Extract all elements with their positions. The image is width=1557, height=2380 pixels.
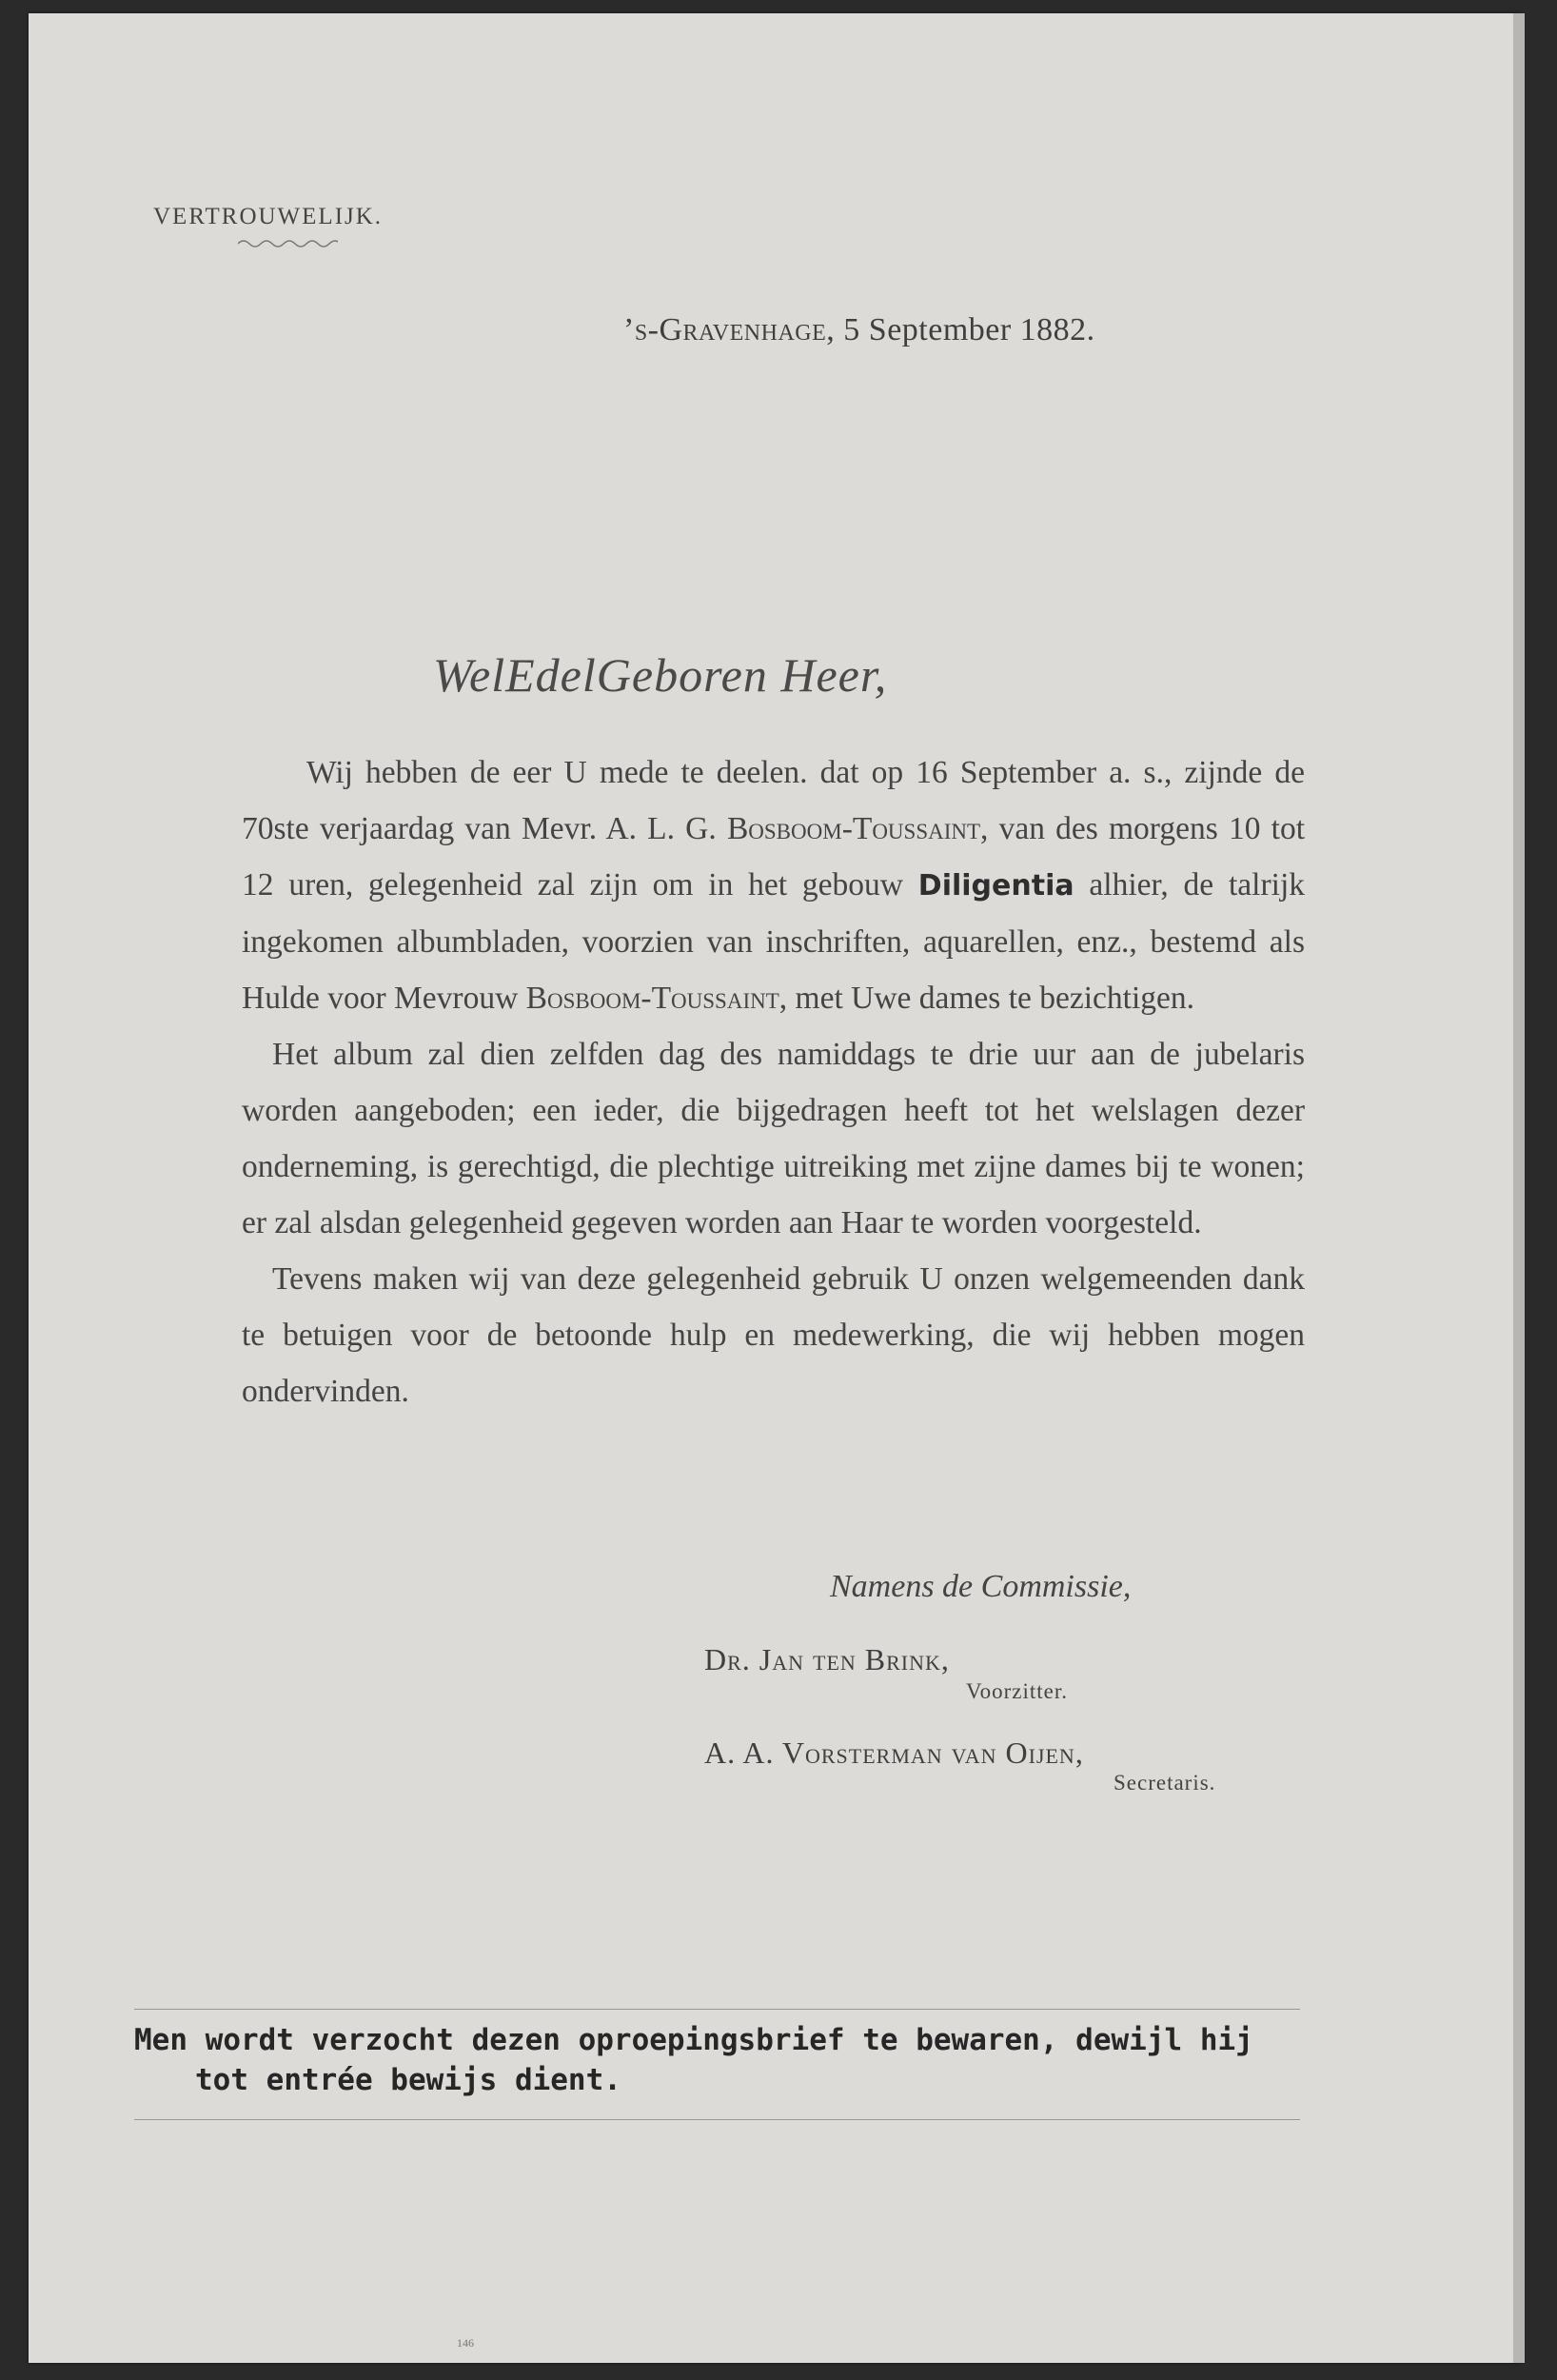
- p1-text-a: Wij hebben de eer U mede te deelen. dat op 16 September a. s., zijnde de 70ste verjaardag van Mevr. A. L. G.: [242, 755, 1305, 846]
- letter-body: [242, 744, 1305, 1419]
- notice-top-rule: [134, 2009, 1300, 2010]
- place-name: ’s-Gravenhage: [623, 312, 827, 347]
- wavy-underline: [238, 236, 338, 248]
- notice-bottom-rule: [134, 2119, 1300, 2120]
- paragraph-3: Tevens maken wij van deze gelegenheid gebruik U onzen welgemeenden dank te betuigen voor de betoonde hulp en medewerking, die wij hebben mogen ondervinden.: [242, 1261, 1305, 1409]
- archive-mark: 146: [457, 2336, 474, 2350]
- honoree-name: Bosboom-Toussaint: [726, 811, 981, 846]
- letter-date: , 5 September 1882.: [826, 312, 1095, 347]
- page-edge: [1513, 13, 1525, 2363]
- closing-phrase: Namens de Commissie,: [830, 1569, 1132, 1604]
- paragraph-1: [242, 744, 1305, 1026]
- confidential-label: VERTROUWELIJK.: [153, 204, 384, 229]
- signer-secretary: A. A. Vorsterman van Oijen,: [704, 1735, 1084, 1770]
- place-date-line: [623, 312, 1095, 348]
- signer-chairman: Dr. Jan ten Brink,: [704, 1642, 950, 1676]
- notice-line-1: Men wordt verzocht dezen oproepingsbrief te bewaren, dewijl hij: [134, 2023, 1253, 2057]
- p1-text-d: , met Uwe dames te bezichtigen.: [778, 981, 1195, 1016]
- building-name: Diligentia: [917, 869, 1074, 902]
- role-chairman: Voorzitter.: [966, 1679, 1069, 1703]
- role-secretary: Secretaris.: [1114, 1771, 1216, 1795]
- paragraph-2: Het album zal dien zelfden dag des namiddags te drie uur aan de jubelaris worden aangeboden; een ieder, die bijgedragen heeft tot het welslagen dezer onderneming, is gerechtigd, die plechtige uitreiking met zijne dames bij te wonen; er zal alsdan gelegenheid gegeven worden aan Haar te worden voorgesteld.: [242, 1037, 1305, 1240]
- honoree-name-2: Bosboom-Toussaint: [525, 981, 779, 1016]
- notice-line-2: tot entrée bewijs dient.: [195, 2063, 621, 2097]
- p1-text-b: , van des morgens 10 tot 12 uren, gelegenheid zal zijn om in het gebouw: [242, 811, 1305, 902]
- salutation: WelEdelGeboren Heer,: [433, 648, 888, 702]
- admission-notice: [134, 2020, 1300, 2100]
- p1-text-c: alhier, de talrijk ingekomen albumbladen, voorzien van inschriften, aquarellen, enz., bestemd als Hulde voor Mevrouw: [242, 867, 1305, 1016]
